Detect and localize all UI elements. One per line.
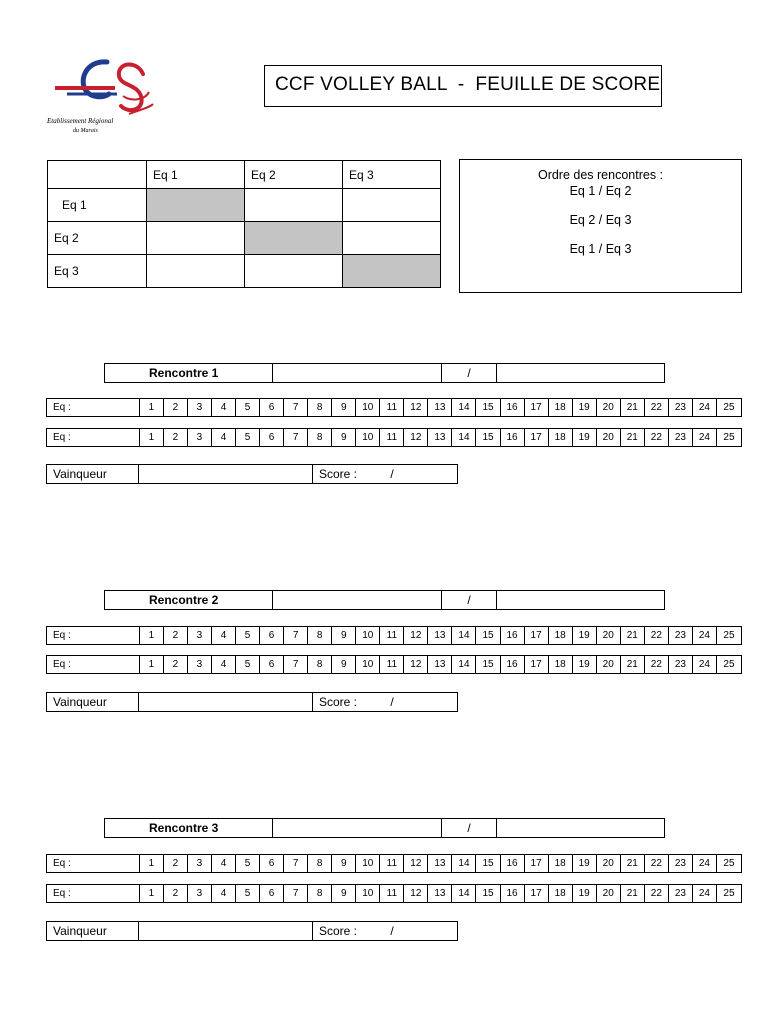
point-cell[interactable]: 18 — [549, 885, 573, 902]
winner-label: Vainqueur — [47, 465, 139, 483]
matrix-cell[interactable] — [245, 189, 343, 222]
point-cell[interactable]: 16 — [501, 656, 525, 673]
point-cell[interactable]: 20 — [597, 627, 621, 644]
point-cell[interactable]: 4 — [212, 855, 236, 872]
point-cell[interactable]: 13 — [428, 627, 452, 644]
point-cell[interactable]: 16 — [501, 885, 525, 902]
rencontre-label: Rencontre 3 — [105, 819, 273, 837]
logo-text-line2: du Marais — [73, 128, 98, 134]
point-cell[interactable]: 1 — [140, 399, 164, 416]
point-cell[interactable]: 12 — [404, 399, 428, 416]
matrix-row-header: Eq 3 — [48, 255, 147, 288]
point-cell[interactable]: 13 — [428, 656, 452, 673]
point-cell[interactable]: 12 — [404, 429, 428, 446]
point-cell[interactable]: 14 — [452, 399, 476, 416]
matrix-cell[interactable] — [147, 255, 245, 288]
point-cell[interactable]: 24 — [693, 399, 717, 416]
point-cell[interactable]: 9 — [332, 429, 356, 446]
score-field[interactable]: Score : / — [319, 924, 394, 938]
match-matrix — [47, 160, 441, 288]
point-cell[interactable]: 1 — [140, 429, 164, 446]
match-order-item: Eq 2 / Eq 3 — [569, 213, 632, 227]
team-b-field[interactable] — [497, 364, 664, 382]
versus-slash: / — [442, 819, 497, 837]
point-cell[interactable]: 5 — [236, 627, 260, 644]
match-order-box — [459, 159, 742, 293]
matrix-cell[interactable] — [147, 222, 245, 255]
point-cell[interactable]: 10 — [356, 429, 380, 446]
point-cell[interactable]: 24 — [693, 429, 717, 446]
point-cell[interactable]: 8 — [308, 855, 332, 872]
point-cell[interactable]: 22 — [645, 656, 669, 673]
point-cell[interactable]: 20 — [597, 429, 621, 446]
team-label[interactable]: Eq : — [47, 885, 140, 902]
point-cell[interactable]: 17 — [525, 855, 549, 872]
point-cell[interactable]: 2 — [164, 885, 188, 902]
point-cell[interactable]: 15 — [476, 885, 500, 902]
point-cell[interactable]: 5 — [236, 429, 260, 446]
team-label[interactable]: Eq : — [47, 399, 140, 416]
point-cell[interactable]: 7 — [284, 855, 308, 872]
point-cell[interactable]: 6 — [260, 656, 284, 673]
point-cell[interactable]: 5 — [236, 855, 260, 872]
point-cell[interactable]: 25 — [723, 659, 735, 670]
point-cell[interactable]: 24 — [693, 855, 717, 872]
point-cell[interactable]: 21 — [621, 656, 645, 673]
point-cell[interactable]: 25 — [723, 402, 735, 413]
match-order-item: Eq 1 / Eq 3 — [569, 242, 632, 256]
point-cell[interactable]: 18 — [549, 627, 573, 644]
team-a-field[interactable] — [273, 591, 442, 609]
point-cell[interactable]: 25 — [723, 630, 735, 641]
point-cell[interactable]: 4 — [212, 656, 236, 673]
point-cell[interactable]: 19 — [573, 429, 597, 446]
point-cell[interactable]: 10 — [356, 656, 380, 673]
point-cell[interactable]: 19 — [573, 885, 597, 902]
winner-field[interactable] — [139, 465, 313, 483]
point-cell[interactable]: 14 — [452, 429, 476, 446]
point-cell[interactable]: 13 — [428, 855, 452, 872]
point-cell[interactable]: 15 — [476, 429, 500, 446]
matrix-row-header: Eq 2 — [48, 222, 147, 255]
rencontre-label: Rencontre 1 — [105, 364, 273, 382]
point-cell[interactable]: 2 — [164, 855, 188, 872]
point-cell[interactable]: 17 — [525, 885, 549, 902]
school-logo — [45, 52, 160, 137]
point-cell[interactable]: 10 — [356, 627, 380, 644]
point-cell[interactable]: 9 — [332, 855, 356, 872]
point-cell[interactable]: 11 — [380, 399, 404, 416]
point-cell[interactable]: 21 — [621, 627, 645, 644]
point-cell[interactable]: 22 — [645, 429, 669, 446]
matrix-cell-disabled — [245, 222, 343, 255]
point-cell[interactable]: 22 — [645, 885, 669, 902]
point-cell[interactable]: 22 — [645, 855, 669, 872]
team-label[interactable]: Eq : — [47, 855, 140, 872]
point-cell[interactable]: 11 — [380, 855, 404, 872]
score-row — [46, 884, 742, 903]
point-cell[interactable]: 23 — [669, 855, 693, 872]
point-cell[interactable]: 6 — [260, 885, 284, 902]
point-cell[interactable]: 25 — [723, 858, 735, 869]
point-cell[interactable]: 8 — [308, 399, 332, 416]
point-cell[interactable]: 16 — [501, 399, 525, 416]
point-cell[interactable]: 15 — [476, 656, 500, 673]
point-cell[interactable]: 17 — [525, 399, 549, 416]
matrix-cell-disabled — [147, 189, 245, 222]
point-cell[interactable]: 19 — [573, 399, 597, 416]
point-cell[interactable]: 4 — [212, 885, 236, 902]
point-cell[interactable]: 6 — [260, 855, 284, 872]
point-cell[interactable]: 4 — [212, 429, 236, 446]
point-cell[interactable]: 14 — [452, 656, 476, 673]
matrix-col-header: Eq 3 — [343, 161, 441, 189]
team-b-field[interactable] — [497, 819, 664, 837]
point-cell[interactable]: 8 — [308, 429, 332, 446]
point-cell[interactable]: 14 — [452, 855, 476, 872]
score-row — [46, 428, 742, 447]
matrix-header-row — [48, 161, 441, 189]
matrix-cell[interactable] — [343, 189, 441, 222]
point-cell[interactable]: 1 — [140, 656, 164, 673]
point-cell[interactable]: 18 — [549, 399, 573, 416]
winner-row — [46, 921, 458, 941]
point-cell[interactable]: 13 — [428, 429, 452, 446]
point-cell[interactable]: 7 — [284, 885, 308, 902]
matrix-cell-disabled — [343, 255, 441, 288]
point-cell[interactable]: 7 — [284, 656, 308, 673]
point-cell[interactable]: 23 — [669, 656, 693, 673]
point-cell[interactable]: 14 — [452, 627, 476, 644]
point-cell[interactable]: 17 — [525, 429, 549, 446]
point-cell[interactable]: 3 — [188, 885, 212, 902]
team-a-field[interactable] — [273, 364, 442, 382]
point-cell[interactable]: 12 — [404, 656, 428, 673]
point-cell[interactable]: 2 — [164, 399, 188, 416]
point-cell[interactable]: 20 — [597, 656, 621, 673]
matrix-cell[interactable] — [245, 255, 343, 288]
point-cell[interactable]: 7 — [284, 429, 308, 446]
point-cell[interactable]: 1 — [140, 885, 164, 902]
point-cell[interactable]: 20 — [597, 855, 621, 872]
page-title: CCF VOLLEY BALL - FEUILLE DE SCORE — [264, 65, 662, 107]
point-cell[interactable]: 16 — [501, 627, 525, 644]
point-cell[interactable]: 20 — [597, 885, 621, 902]
point-cell[interactable]: 7 — [284, 627, 308, 644]
point-cell[interactable]: 17 — [525, 656, 549, 673]
point-cell[interactable]: 8 — [308, 656, 332, 673]
point-cell[interactable]: 8 — [308, 885, 332, 902]
point-cell[interactable]: 2 — [164, 656, 188, 673]
point-cell[interactable]: 3 — [188, 627, 212, 644]
point-cell[interactable]: 19 — [573, 656, 597, 673]
winner-field[interactable] — [139, 693, 313, 711]
point-cell[interactable]: 5 — [236, 656, 260, 673]
rencontre-label: Rencontre 2 — [105, 591, 273, 609]
point-cell[interactable]: 23 — [669, 399, 693, 416]
score-field[interactable]: Score : / — [319, 467, 394, 481]
winner-row — [46, 464, 458, 484]
score-field[interactable]: Score : / — [319, 695, 394, 709]
matrix-cell[interactable] — [343, 222, 441, 255]
point-cell[interactable]: 5 — [236, 885, 260, 902]
point-cell[interactable]: 25 — [723, 432, 735, 443]
point-cell[interactable]: 21 — [621, 855, 645, 872]
point-cell[interactable]: 3 — [188, 429, 212, 446]
matrix-row-header: Eq 1 — [62, 198, 87, 212]
point-cell[interactable]: 23 — [669, 429, 693, 446]
matrix-col-header: Eq 2 — [245, 161, 343, 189]
point-cell[interactable]: 6 — [260, 429, 284, 446]
point-cell[interactable]: 18 — [549, 429, 573, 446]
point-cell[interactable]: 11 — [380, 429, 404, 446]
point-cell[interactable]: 9 — [332, 656, 356, 673]
team-a-field[interactable] — [273, 819, 442, 837]
score-row — [46, 655, 742, 674]
logo-text-line1: Etablissement Régional — [47, 117, 114, 125]
point-cell[interactable]: 18 — [549, 656, 573, 673]
rencontre-header — [104, 818, 665, 838]
point-cell[interactable]: 14 — [452, 885, 476, 902]
point-cell[interactable]: 16 — [501, 429, 525, 446]
point-cell[interactable]: 11 — [380, 885, 404, 902]
point-cell[interactable]: 16 — [501, 855, 525, 872]
point-cell[interactable]: 9 — [332, 399, 356, 416]
score-row — [46, 626, 742, 645]
team-label[interactable]: Eq : — [47, 627, 140, 644]
winner-label: Vainqueur — [47, 922, 139, 940]
point-cell[interactable]: 24 — [693, 656, 717, 673]
point-cell[interactable]: 21 — [621, 429, 645, 446]
point-cell[interactable]: 5 — [236, 399, 260, 416]
team-b-field[interactable] — [497, 591, 664, 609]
point-cell[interactable]: 24 — [693, 885, 717, 902]
point-cell[interactable]: 23 — [669, 627, 693, 644]
rencontre-header — [104, 590, 665, 610]
matrix-row — [48, 222, 441, 255]
point-cell[interactable]: 4 — [212, 627, 236, 644]
point-cell[interactable]: 1 — [140, 627, 164, 644]
match-order-item: Eq 1 / Eq 2 — [569, 184, 632, 198]
point-cell[interactable]: 21 — [621, 399, 645, 416]
point-cell[interactable]: 15 — [476, 627, 500, 644]
point-cell[interactable]: 6 — [260, 627, 284, 644]
point-cell[interactable]: 3 — [188, 656, 212, 673]
point-cell[interactable]: 12 — [404, 627, 428, 644]
match-order-title: Ordre des rencontres : — [537, 168, 664, 182]
point-cell[interactable]: 10 — [356, 399, 380, 416]
point-cell[interactable]: 10 — [356, 885, 380, 902]
winner-row — [46, 692, 458, 712]
point-cell[interactable]: 23 — [669, 885, 693, 902]
point-cell[interactable]: 13 — [428, 885, 452, 902]
point-cell[interactable]: 18 — [549, 855, 573, 872]
point-cell[interactable]: 24 — [693, 627, 717, 644]
point-cell[interactable]: 22 — [645, 399, 669, 416]
versus-slash: / — [442, 364, 497, 382]
winner-field[interactable] — [139, 922, 313, 940]
point-cell[interactable]: 3 — [188, 399, 212, 416]
point-cell[interactable]: 21 — [621, 885, 645, 902]
versus-slash: / — [442, 591, 497, 609]
point-cell[interactable]: 22 — [645, 627, 669, 644]
point-cell[interactable]: 13 — [428, 399, 452, 416]
matrix-corner-cell — [48, 161, 147, 189]
point-cell[interactable]: 3 — [188, 855, 212, 872]
point-cell[interactable]: 1 — [140, 855, 164, 872]
point-cell[interactable]: 25 — [723, 888, 735, 899]
point-cell[interactable]: 20 — [597, 399, 621, 416]
team-label[interactable]: Eq : — [47, 656, 140, 673]
point-cell[interactable]: 15 — [476, 855, 500, 872]
point-cell[interactable]: 9 — [332, 627, 356, 644]
point-cell[interactable]: 6 — [260, 399, 284, 416]
team-label[interactable]: Eq : — [47, 429, 140, 446]
point-cell[interactable]: 11 — [380, 656, 404, 673]
rencontre-header — [104, 363, 665, 383]
point-cell[interactable]: 19 — [573, 627, 597, 644]
point-cell[interactable]: 12 — [404, 855, 428, 872]
score-row — [46, 398, 742, 417]
point-cell[interactable]: 11 — [380, 627, 404, 644]
point-cell[interactable]: 7 — [284, 399, 308, 416]
point-cell[interactable]: 15 — [476, 399, 500, 416]
logo-graphic — [45, 52, 160, 137]
score-row — [46, 854, 742, 873]
point-cell[interactable]: 9 — [332, 885, 356, 902]
matrix-col-header: Eq 1 — [147, 161, 245, 189]
point-cell[interactable]: 8 — [308, 627, 332, 644]
point-cell[interactable]: 4 — [212, 399, 236, 416]
point-cell[interactable]: 17 — [525, 627, 549, 644]
winner-label: Vainqueur — [47, 693, 139, 711]
matrix-row — [48, 255, 441, 288]
point-cell[interactable]: 10 — [356, 855, 380, 872]
matrix-row — [48, 189, 441, 222]
point-cell[interactable]: 2 — [164, 627, 188, 644]
point-cell[interactable]: 2 — [164, 429, 188, 446]
point-cell[interactable]: 19 — [573, 855, 597, 872]
point-cell[interactable]: 12 — [404, 885, 428, 902]
